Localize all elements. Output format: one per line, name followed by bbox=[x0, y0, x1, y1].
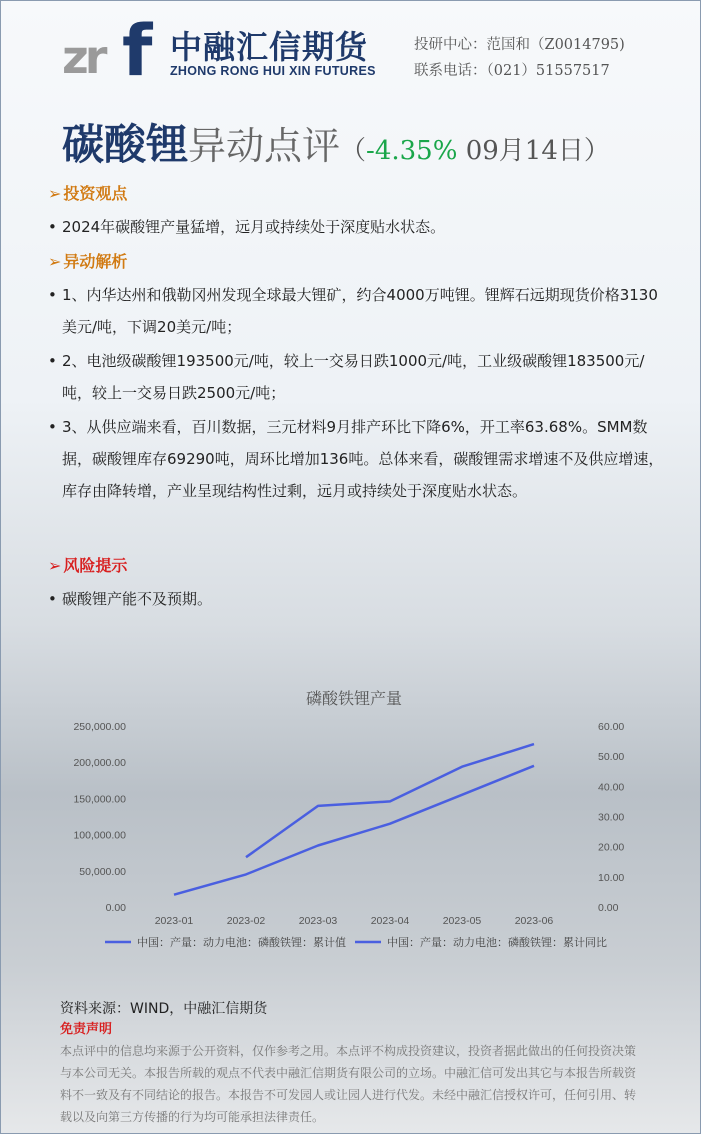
y-right-tick-label: 20.00 bbox=[598, 841, 625, 854]
logo-mark-f: f bbox=[122, 10, 153, 92]
title-kind: 异动点评 bbox=[188, 124, 341, 168]
analysis-item-text: 1、内华达州和俄勒冈州发现全球最大锂矿，约合4000万吨锂。锂辉石远期现货价格3130美元/吨，下调20美元/吨； bbox=[62, 286, 658, 336]
x-tick-label: 2023-05 bbox=[442, 915, 482, 927]
y-right-tick-label: 40.00 bbox=[598, 781, 625, 794]
section-analysis-heading bbox=[48, 249, 127, 272]
disclaimer-text: 本点评中的信息均来源于公开资料，仅作参考之用。本点评不构成投资建议，投资者据此做出的任何投资决策与本公司无关。本报告所载的观点不代表中融汇信期货有限公司的立场。中融汇信可发出其它与本报告所载资料不一致及有不同结论的报告。本报告不可发园人或让园人进行代发。未经中融汇信授权许可，任何引用、转载以及向第三方传播的行为均可能承担法律责任。 bbox=[60, 1044, 637, 1124]
view-item-text: 2024年碳酸锂产量猛增，远月或持续处于深度贴水状态。 bbox=[62, 218, 446, 236]
risk-item-text: 碳酸锂产能不及预期。 bbox=[62, 590, 213, 608]
series-line bbox=[174, 766, 534, 895]
analysis-item-text: 3、从供应端来看，百川数据，三元材料9月排产环比下降6%，开工率63.68%。SMM数据，碳酸锂库存69290吨，周环比增加136吨。总体来看，碳酸锂需求增速不及供应增速，库存由降转增，产业呈现结构性过剩，远月或持续处于深度贴水状态。 bbox=[62, 418, 664, 500]
view-item bbox=[48, 211, 668, 243]
bullet-icon: • bbox=[48, 418, 57, 436]
y-left-tick-label: 150,000.00 bbox=[73, 793, 126, 806]
y-left-tick-label: 100,000.00 bbox=[73, 829, 126, 842]
data-source: 资料来源：WIND，中融汇信期货 bbox=[60, 1001, 268, 1017]
page-title bbox=[62, 112, 610, 172]
logo-mark-zr: zr bbox=[62, 30, 104, 84]
legend-label: 中国：产量：动力电池：磷酸铁锂：累计值 bbox=[137, 937, 346, 949]
company-logo bbox=[62, 10, 382, 92]
x-tick-label: 2023-04 bbox=[370, 915, 410, 927]
arrow-icon: ➢ bbox=[48, 556, 62, 575]
chart-svg bbox=[60, 678, 650, 968]
chart-title: 磷酸铁锂产量 bbox=[305, 691, 403, 708]
y-right-tick-label: 10.00 bbox=[598, 871, 625, 884]
series-line bbox=[246, 744, 534, 857]
y-left-tick-label: 250,000.00 bbox=[73, 721, 126, 733]
analysis-item-text: 2、电池级碳酸锂193500元/吨，较上一交易日跌1000元/吨，工业级碳酸锂183500元/吨，较上一交易日跌2500元/吨； bbox=[62, 352, 645, 402]
logo-company-name-en: ZHONG RONG HUI XIN FUTURES bbox=[170, 64, 376, 78]
title-change: -4.35% bbox=[366, 136, 458, 166]
bullet-icon: • bbox=[48, 590, 57, 608]
logo-company-name: 中融汇信期货 bbox=[170, 28, 369, 66]
bullet-icon: • bbox=[48, 218, 57, 236]
y-left-tick-label: 50,000.00 bbox=[79, 865, 126, 878]
disclaimer-title: 免责声明 bbox=[60, 1022, 113, 1037]
arrow-icon: ➢ bbox=[48, 252, 62, 271]
y-right-tick-label: 0.00 bbox=[598, 902, 619, 914]
section-view-title: 投资观点 bbox=[63, 184, 128, 203]
y-right-tick-label: 30.00 bbox=[598, 811, 625, 824]
arrow-icon: ➢ bbox=[48, 184, 62, 203]
bullet-icon: • bbox=[48, 352, 57, 370]
y-right-tick-label: 50.00 bbox=[598, 751, 625, 764]
title-date: 09月14日） bbox=[457, 136, 610, 166]
line-chart bbox=[60, 678, 650, 968]
section-risk-title: 风险提示 bbox=[63, 556, 128, 575]
contact-info bbox=[414, 32, 625, 84]
section-view-heading bbox=[48, 181, 127, 204]
y-right-tick-label: 60.00 bbox=[598, 721, 625, 733]
x-tick-label: 2023-02 bbox=[226, 915, 266, 927]
x-tick-label: 2023-01 bbox=[154, 915, 194, 927]
title-product: 碳酸锂 bbox=[62, 120, 189, 169]
analysis-item bbox=[48, 345, 668, 409]
section-analysis-title: 异动解析 bbox=[63, 252, 128, 271]
y-left-tick-label: 200,000.00 bbox=[73, 757, 126, 770]
analyst-line: 投研中心：范国和（Z0014795) bbox=[414, 37, 625, 53]
y-left-tick-label: 0.00 bbox=[105, 902, 126, 914]
analysis-item bbox=[48, 411, 668, 507]
legend-label: 中国：产量：动力电池：磷酸铁锂：累计同比 bbox=[387, 937, 607, 949]
bullet-icon: • bbox=[48, 286, 57, 304]
x-tick-label: 2023-03 bbox=[298, 915, 338, 927]
title-open-paren: （ bbox=[340, 136, 367, 166]
phone-line: 联系电话：（021）51557517 bbox=[414, 63, 610, 79]
risk-item bbox=[48, 583, 668, 615]
analysis-item bbox=[48, 279, 668, 343]
x-tick-label: 2023-06 bbox=[514, 915, 554, 927]
section-risk-heading bbox=[48, 553, 127, 576]
